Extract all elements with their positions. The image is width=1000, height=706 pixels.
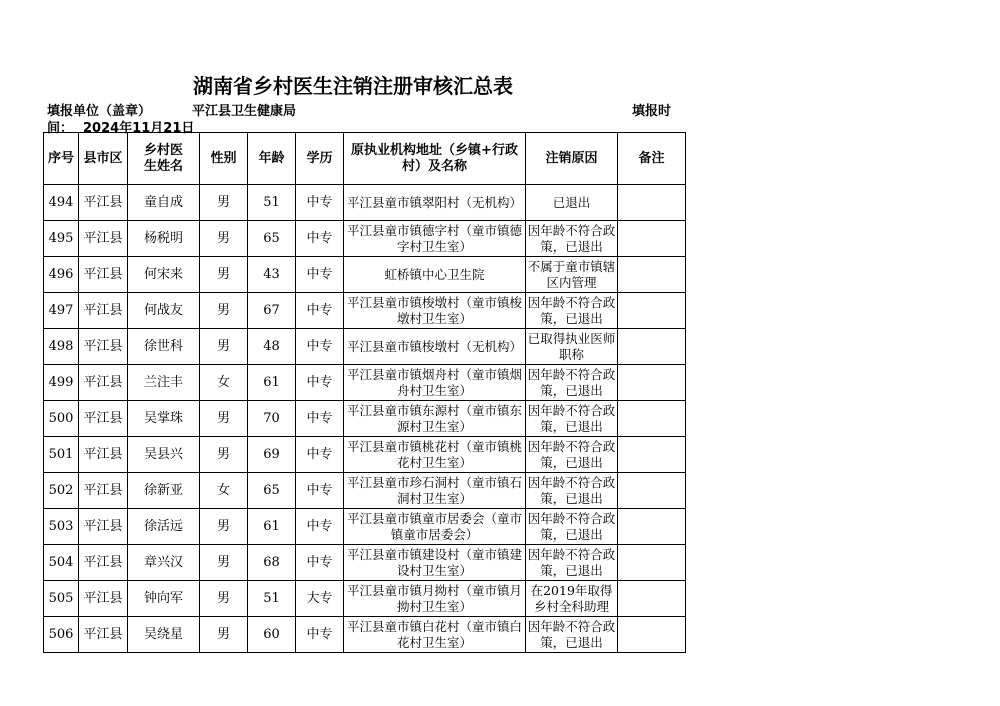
cell-note — [618, 581, 686, 617]
table-row — [44, 473, 686, 509]
cell-county: 平江县 — [79, 617, 128, 653]
cell-county: 平江县 — [79, 401, 128, 437]
cell-address: 平江县童市镇白花村（童市镇白花村卫生室） — [344, 617, 526, 653]
cell-address: 平江县童市镇东源村（童市镇东源村卫生室） — [344, 401, 526, 437]
cell-age: 70 — [248, 401, 296, 437]
cell-address: 虹桥镇中心卫生院 — [344, 257, 526, 293]
report-date: 2024年11月21日 — [83, 121, 195, 136]
cell-age: 60 — [248, 617, 296, 653]
header-county: 县市区 — [79, 133, 128, 185]
cell-seq: 504 — [44, 545, 79, 581]
cell-address: 平江县童市镇童市居委会（童市镇童市居委会） — [344, 509, 526, 545]
cell-seq: 505 — [44, 581, 79, 617]
cell-seq: 494 — [44, 185, 79, 221]
cell-education: 中专 — [296, 509, 344, 545]
cell-gender: 男 — [200, 545, 248, 581]
cell-reason: 因年龄不符合政策，已退出 — [526, 545, 618, 581]
table-row — [44, 329, 686, 365]
cell-address: 平江县童市镇烟舟村（童市镇烟舟村卫生室） — [344, 365, 526, 401]
cell-name: 章兴汉 — [128, 545, 200, 581]
cell-seq: 501 — [44, 437, 79, 473]
table-row — [44, 365, 686, 401]
cell-gender: 男 — [200, 257, 248, 293]
cell-reason: 已取得执业医师职称 — [526, 329, 618, 365]
table-row — [44, 185, 686, 221]
table-row — [44, 221, 686, 257]
cell-education: 中专 — [296, 473, 344, 509]
table-row — [44, 509, 686, 545]
cell-reason: 不属于童市镇辖区内管理 — [526, 257, 618, 293]
cell-county: 平江县 — [79, 581, 128, 617]
cell-seq: 496 — [44, 257, 79, 293]
cell-county: 平江县 — [79, 437, 128, 473]
cell-age: 51 — [248, 581, 296, 617]
cell-county: 平江县 — [79, 509, 128, 545]
unit-label: 填报单位（盖章） — [47, 104, 152, 119]
cell-gender: 男 — [200, 509, 248, 545]
cell-age: 65 — [248, 221, 296, 257]
page-title: 湖南省乡村医生注销注册审核汇总表 — [193, 74, 513, 98]
cell-gender: 男 — [200, 221, 248, 257]
cell-county: 平江县 — [79, 365, 128, 401]
cell-note — [618, 437, 686, 473]
cell-gender: 女 — [200, 473, 248, 509]
cell-reason: 因年龄不符合政策，已退出 — [526, 221, 618, 257]
cell-name: 兰注丰 — [128, 365, 200, 401]
cell-seq: 500 — [44, 401, 79, 437]
time-label-cont: 间： — [47, 121, 74, 136]
unit-name: 平江县卫生健康局 — [192, 104, 297, 119]
cell-education: 中专 — [296, 221, 344, 257]
summary-table — [43, 132, 686, 653]
time-label: 填报时 — [632, 104, 672, 119]
cell-name: 徐新亚 — [128, 473, 200, 509]
cell-gender: 男 — [200, 293, 248, 329]
cell-age: 67 — [248, 293, 296, 329]
cell-county: 平江县 — [79, 545, 128, 581]
cell-seq: 499 — [44, 365, 79, 401]
cell-note — [618, 401, 686, 437]
cell-address: 平江县童市镇月拗村（童市镇月拗村卫生室） — [344, 581, 526, 617]
cell-age: 65 — [248, 473, 296, 509]
cell-education: 中专 — [296, 437, 344, 473]
cell-education: 中专 — [296, 257, 344, 293]
cell-age: 43 — [248, 257, 296, 293]
cell-address: 平江县童市镇翠阳村（无机构） — [344, 185, 526, 221]
cell-reason: 在2019年取得乡村全科助理 — [526, 581, 618, 617]
table-row — [44, 293, 686, 329]
cell-education: 大专 — [296, 581, 344, 617]
header-reason: 注销原因 — [526, 133, 618, 185]
cell-gender: 男 — [200, 329, 248, 365]
cell-age: 61 — [248, 365, 296, 401]
table-row — [44, 257, 686, 293]
cell-note — [618, 329, 686, 365]
cell-note — [618, 365, 686, 401]
cell-reason: 因年龄不符合政策，已退出 — [526, 473, 618, 509]
cell-name: 何战友 — [128, 293, 200, 329]
cell-reason: 因年龄不符合政策，已退出 — [526, 365, 618, 401]
cell-education: 中专 — [296, 365, 344, 401]
header-age: 年龄 — [248, 133, 296, 185]
cell-note — [618, 221, 686, 257]
cell-age: 51 — [248, 185, 296, 221]
cell-education: 中专 — [296, 185, 344, 221]
cell-county: 平江县 — [79, 185, 128, 221]
cell-note — [618, 545, 686, 581]
cell-note — [618, 617, 686, 653]
cell-name: 徐世科 — [128, 329, 200, 365]
cell-age: 68 — [248, 545, 296, 581]
cell-county: 平江县 — [79, 293, 128, 329]
cell-age: 69 — [248, 437, 296, 473]
cell-gender: 男 — [200, 401, 248, 437]
cell-address: 平江县童市镇建设村（童市镇建设村卫生室） — [344, 545, 526, 581]
cell-seq: 506 — [44, 617, 79, 653]
cell-address: 平江县童市镇梭墩村（无机构） — [344, 329, 526, 365]
cell-name: 吴县兴 — [128, 437, 200, 473]
cell-education: 中专 — [296, 329, 344, 365]
cell-reason: 因年龄不符合政策，已退出 — [526, 617, 618, 653]
cell-reason: 已退出 — [526, 185, 618, 221]
cell-gender: 男 — [200, 581, 248, 617]
cell-note — [618, 257, 686, 293]
cell-address: 平江县童市镇梭墩村（童市镇梭墩村卫生室） — [344, 293, 526, 329]
header-education: 学历 — [296, 133, 344, 185]
table-row — [44, 437, 686, 473]
cell-reason: 因年龄不符合政策，已退出 — [526, 509, 618, 545]
header-name: 乡村医生姓名 — [128, 133, 200, 185]
header-address: 原执业机构地址（乡镇+行政村）及名称 — [344, 133, 526, 185]
cell-note — [618, 293, 686, 329]
cell-age: 48 — [248, 329, 296, 365]
cell-seq: 502 — [44, 473, 79, 509]
header-seq: 序号 — [44, 133, 79, 185]
cell-gender: 男 — [200, 617, 248, 653]
cell-seq: 497 — [44, 293, 79, 329]
cell-age: 61 — [248, 509, 296, 545]
table-row — [44, 401, 686, 437]
header-gender: 性别 — [200, 133, 248, 185]
cell-address: 平江县童市镇桃花村（童市镇桃花村卫生室） — [344, 437, 526, 473]
cell-education: 中专 — [296, 293, 344, 329]
cell-gender: 男 — [200, 437, 248, 473]
table-header-row — [44, 133, 686, 185]
cell-note — [618, 185, 686, 221]
table-row — [44, 581, 686, 617]
cell-name: 吴绕星 — [128, 617, 200, 653]
cell-seq: 498 — [44, 329, 79, 365]
cell-county: 平江县 — [79, 329, 128, 365]
cell-reason: 因年龄不符合政策，已退出 — [526, 293, 618, 329]
cell-name: 吴掌珠 — [128, 401, 200, 437]
header-note: 备注 — [618, 133, 686, 185]
table-row — [44, 617, 686, 653]
cell-seq: 503 — [44, 509, 79, 545]
cell-gender: 女 — [200, 365, 248, 401]
cell-gender: 男 — [200, 185, 248, 221]
cell-seq: 495 — [44, 221, 79, 257]
cell-address: 平江县童市珍石洞村（童市镇石洞村卫生室） — [344, 473, 526, 509]
cell-county: 平江县 — [79, 221, 128, 257]
cell-name: 徐活远 — [128, 509, 200, 545]
cell-address: 平江县童市镇德字村（童市镇德字村卫生室） — [344, 221, 526, 257]
cell-county: 平江县 — [79, 257, 128, 293]
cell-note — [618, 509, 686, 545]
cell-reason: 因年龄不符合政策，已退出 — [526, 437, 618, 473]
cell-name: 钟向军 — [128, 581, 200, 617]
cell-education: 中专 — [296, 617, 344, 653]
cell-name: 杨税明 — [128, 221, 200, 257]
cell-education: 中专 — [296, 545, 344, 581]
cell-name: 童自成 — [128, 185, 200, 221]
cell-note — [618, 473, 686, 509]
table-row — [44, 545, 686, 581]
cell-name: 何宋来 — [128, 257, 200, 293]
cell-education: 中专 — [296, 401, 344, 437]
cell-reason: 因年龄不符合政策，已退出 — [526, 401, 618, 437]
cell-county: 平江县 — [79, 473, 128, 509]
